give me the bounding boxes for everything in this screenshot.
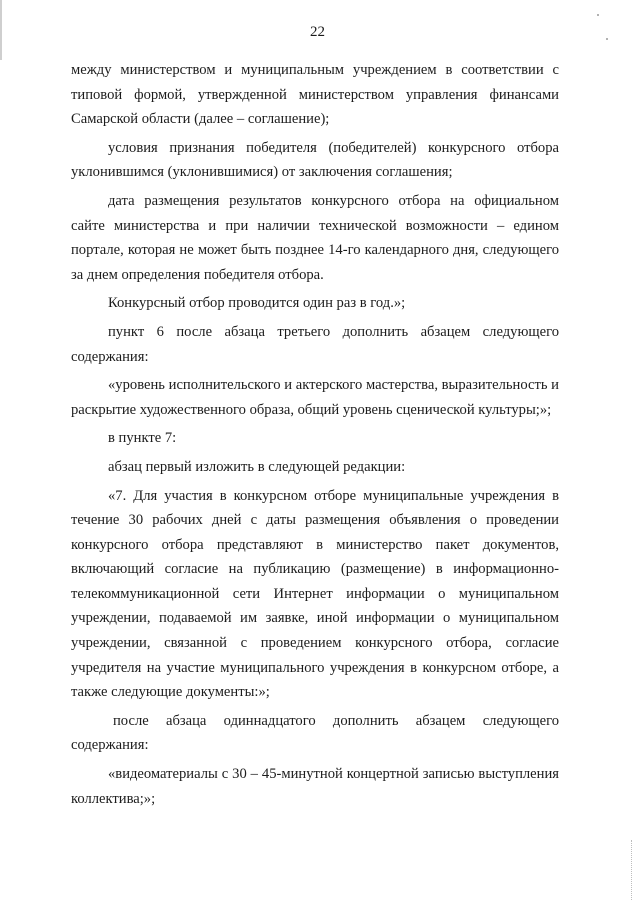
document-body xyxy=(71,58,559,815)
scan-edge-artifact xyxy=(630,840,632,900)
scan-dot-artifact xyxy=(597,14,599,16)
paragraph: Конкурсный отбор проводится один раз в год.»; xyxy=(108,295,406,312)
page-number: 22 xyxy=(310,24,325,40)
paragraph: между министерством и муниципальным учреждением в соответствии с типовой формой, утвержденной министерством управления финансами Самарской области (далее – соглашение); xyxy=(71,62,559,128)
paragraph: «уровень исполнительского и актерского мастерства, выразительность и раскрытие художественного образа, общий уровень сценической культуры;»; xyxy=(71,377,559,418)
paragraph: «видеоматериалы с 30 – 45-минутной концертной записью выступления коллектива;»; xyxy=(71,766,559,807)
paragraph: абзац первый изложить в следующей редакции: xyxy=(108,458,406,475)
paragraph: после абзаца одиннадцатого дополнить абзацем следующего содержания: xyxy=(71,712,559,754)
paragraph: пункт 6 после абзаца третьего дополнить абзацем следующего содержания: xyxy=(71,323,559,365)
paragraph: в пункте 7: xyxy=(108,430,177,447)
paragraph: дата размещения результатов конкурсного отбора на официальном сайте министерства и при наличии технической возможности – едином портале, которая не может быть позднее 14-го календарного дня, следующего за днем определения победителя отбора. xyxy=(71,192,559,283)
paragraph: условия признания победителя (победителей) конкурсного отбора уклонившимся (уклонившимися) от заключения соглашения; xyxy=(71,139,559,181)
paragraph: «7. Для участия в конкурсном отборе муниципальные учреждения в течение 30 рабочих дней с даты размещения объявления о проведении конкурсного отбора представляют в министерство пакет документов, включающий согласие на публикацию (размещение) в информационно-телекоммуникационной сети Интернет информации о муниципальном учреждении, подаваемой им заявке, иной информации о муниципальном учреждении, связанной с проведением конкурсного отбора, согласие учредителя на участие муниципального учреждения в конкурсном отборе, а также следующие документы:»; xyxy=(71,487,559,701)
